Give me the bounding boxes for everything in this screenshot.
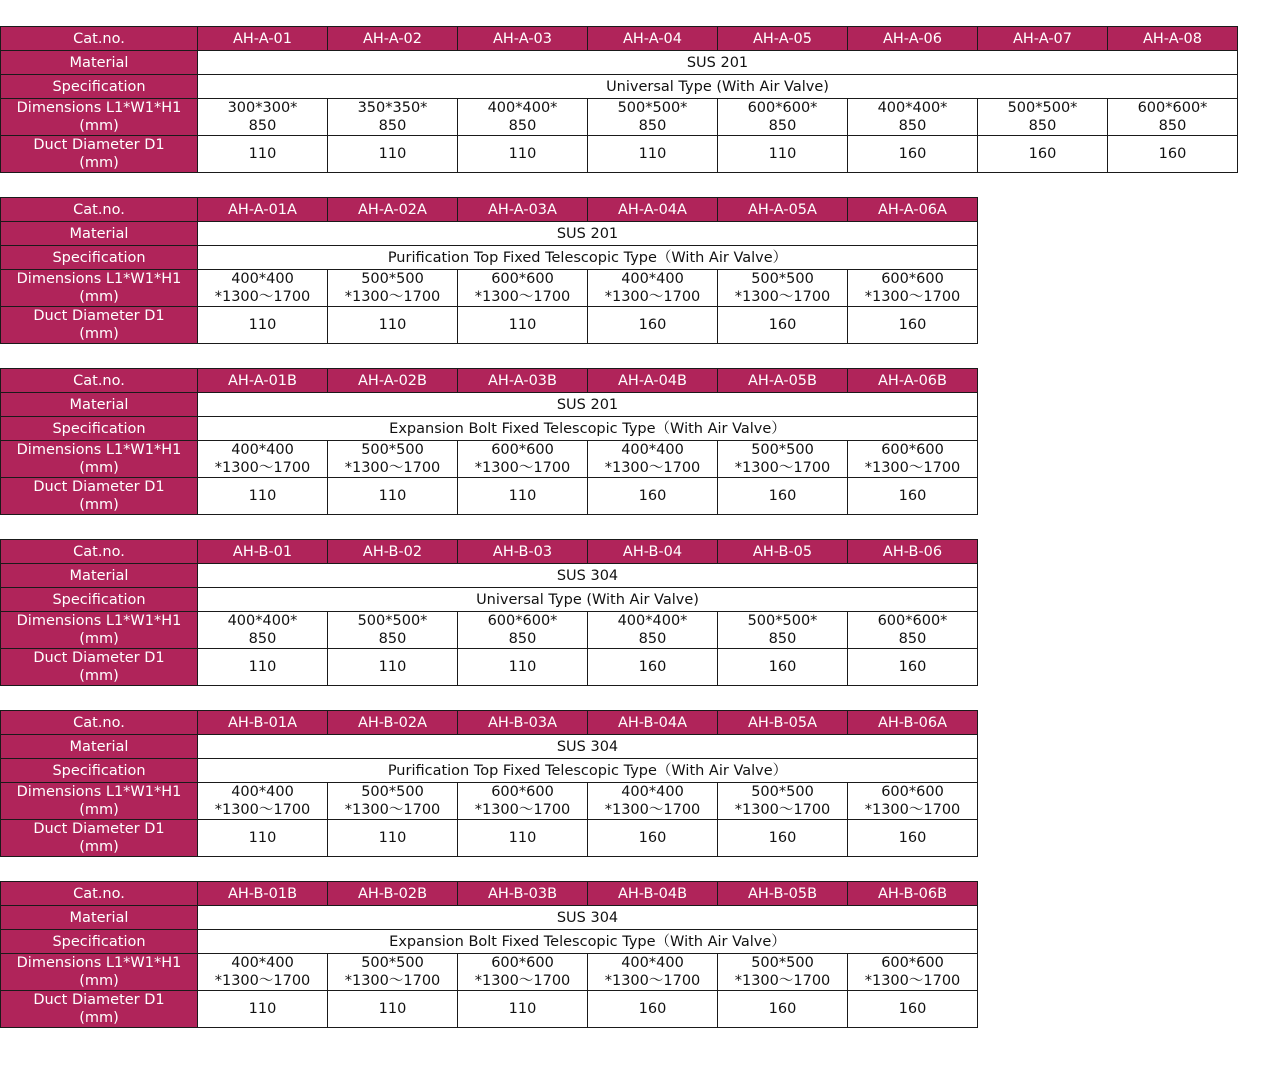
dimensions-line2: 850 xyxy=(898,118,927,134)
duct-diameter-cell: 110 xyxy=(718,136,848,173)
material-label: Material xyxy=(1,51,198,75)
duct-diameter-cell: 110 xyxy=(328,136,458,173)
dimensions-cell xyxy=(848,612,978,649)
dimensions-line2: *1300～1700 xyxy=(604,802,701,818)
dimensions-line1: 500*500 xyxy=(361,271,424,287)
cat-number: AH-B-06B xyxy=(848,882,978,906)
dimensions-line1: 500*500 xyxy=(361,784,424,800)
dimensions-line1: 350*350* xyxy=(357,100,428,116)
material-value: SUS 201 xyxy=(198,51,1238,75)
dimensions-line1: 500*500* xyxy=(1007,100,1078,116)
dimensions-line1: 500*500* xyxy=(617,100,688,116)
specification-label: Specification xyxy=(1,246,198,270)
cat-number: AH-A-06 xyxy=(848,27,978,51)
dimensions-label xyxy=(1,270,198,307)
duct-diameter-cell: 110 xyxy=(328,649,458,686)
specification-label: Specification xyxy=(1,759,198,783)
dimensions-cell xyxy=(588,270,718,307)
dimensions-row xyxy=(1,612,978,649)
duct-diameter-cell: 160 xyxy=(718,649,848,686)
dimensions-label-line1: Dimensions L1*W1*H1 xyxy=(16,613,182,629)
material-value: SUS 304 xyxy=(198,735,978,759)
duct-row xyxy=(1,136,1238,173)
duct-diameter-cell: 160 xyxy=(848,478,978,515)
cat-number: AH-A-02A xyxy=(328,198,458,222)
cat-number: AH-B-06 xyxy=(848,540,978,564)
dimensions-cell xyxy=(328,99,458,136)
dimensions-line1: 600*600 xyxy=(491,442,554,458)
material-label: Material xyxy=(1,393,198,417)
dimensions-line2: *1300～1700 xyxy=(734,289,831,305)
material-row xyxy=(1,51,1238,75)
duct-diameter-cell: 160 xyxy=(718,478,848,515)
specification-row xyxy=(1,246,978,270)
dimensions-line2: 850 xyxy=(248,631,277,647)
dimensions-line1: 400*400 xyxy=(231,442,294,458)
cat-number: AH-A-02B xyxy=(328,369,458,393)
duct-diameter-cell: 110 xyxy=(198,820,328,857)
duct-diameter-cell: 110 xyxy=(328,307,458,344)
cat-number: AH-A-03B xyxy=(458,369,588,393)
material-row xyxy=(1,564,978,588)
dimensions-label xyxy=(1,954,198,991)
cat-label: Cat.no. xyxy=(1,882,198,906)
dimensions-line1: 400*400 xyxy=(231,784,294,800)
duct-diameter-cell: 110 xyxy=(198,991,328,1028)
spec-table xyxy=(0,539,978,686)
dimensions-cell xyxy=(458,99,588,136)
duct-label-line2: (mm) xyxy=(79,1010,119,1026)
specification-value: Expansion Bolt Fixed Telescopic Type（With Air Valve） xyxy=(198,930,978,954)
cat-number: AH-A-04 xyxy=(588,27,718,51)
duct-label-line2: (mm) xyxy=(79,668,119,684)
dimensions-line1: 600*600 xyxy=(881,442,944,458)
dimensions-cell xyxy=(198,783,328,820)
duct-label-line1: Duct Diameter D1 xyxy=(33,479,165,495)
cat-number: AH-B-02A xyxy=(328,711,458,735)
cat-number: AH-A-04B xyxy=(588,369,718,393)
material-value: SUS 304 xyxy=(198,906,978,930)
duct-row xyxy=(1,991,978,1028)
dimensions-cell xyxy=(588,99,718,136)
dimensions-line2: 850 xyxy=(508,631,537,647)
dimensions-cell xyxy=(588,612,718,649)
dimensions-line2: *1300～1700 xyxy=(734,973,831,989)
duct-diameter-cell: 110 xyxy=(458,307,588,344)
cat-number: AH-B-01 xyxy=(198,540,328,564)
dimensions-cell xyxy=(458,612,588,649)
specification-value: Universal Type (With Air Valve) xyxy=(198,75,1238,99)
dimensions-cell xyxy=(458,783,588,820)
dimensions-line2: 850 xyxy=(378,118,407,134)
material-row xyxy=(1,222,978,246)
dimensions-line1: 600*600* xyxy=(487,613,558,629)
dimensions-label xyxy=(1,612,198,649)
duct-diameter-cell: 110 xyxy=(198,307,328,344)
cat-row xyxy=(1,369,978,393)
dimensions-label xyxy=(1,783,198,820)
cat-number: AH-B-04 xyxy=(588,540,718,564)
dimensions-cell xyxy=(1108,99,1238,136)
dimensions-line1: 400*400 xyxy=(621,784,684,800)
duct-label-line1: Duct Diameter D1 xyxy=(33,821,165,837)
duct-label-line1: Duct Diameter D1 xyxy=(33,650,165,666)
duct-label-line2: (mm) xyxy=(79,155,119,171)
dimensions-line2: *1300～1700 xyxy=(474,289,571,305)
cat-number: AH-B-05 xyxy=(718,540,848,564)
dimensions-line1: 600*600 xyxy=(881,955,944,971)
cat-number: AH-B-04A xyxy=(588,711,718,735)
duct-diameter-cell: 160 xyxy=(848,991,978,1028)
cat-number: AH-B-01A xyxy=(198,711,328,735)
dimensions-line1: 500*500* xyxy=(357,613,428,629)
cat-number: AH-A-08 xyxy=(1108,27,1238,51)
dimensions-line2: *1300～1700 xyxy=(864,289,961,305)
duct-diameter-cell: 160 xyxy=(718,307,848,344)
duct-label xyxy=(1,991,198,1028)
dimensions-cell xyxy=(588,783,718,820)
cat-number: AH-A-04A xyxy=(588,198,718,222)
dimensions-cell xyxy=(198,954,328,991)
dimensions-line1: 600*600 xyxy=(491,271,554,287)
duct-diameter-cell: 110 xyxy=(328,478,458,515)
dimensions-cell xyxy=(588,954,718,991)
dimensions-label-line2: (mm) xyxy=(79,802,119,818)
cat-number: AH-B-01B xyxy=(198,882,328,906)
dimensions-cell xyxy=(328,441,458,478)
material-label: Material xyxy=(1,222,198,246)
duct-label xyxy=(1,478,198,515)
dimensions-label-line1: Dimensions L1*W1*H1 xyxy=(16,100,182,116)
duct-row xyxy=(1,478,978,515)
dimensions-cell xyxy=(328,954,458,991)
spec-table xyxy=(0,26,1238,173)
dimensions-label-line2: (mm) xyxy=(79,118,119,134)
dimensions-cell xyxy=(718,99,848,136)
material-row xyxy=(1,735,978,759)
duct-diameter-cell: 160 xyxy=(588,991,718,1028)
duct-diameter-cell: 110 xyxy=(328,991,458,1028)
dimensions-line2: 850 xyxy=(508,118,537,134)
dimensions-row xyxy=(1,441,978,478)
dimensions-label-line1: Dimensions L1*W1*H1 xyxy=(16,271,182,287)
dimensions-line2: *1300～1700 xyxy=(344,289,441,305)
dimensions-cell xyxy=(328,270,458,307)
cat-label: Cat.no. xyxy=(1,198,198,222)
specification-row xyxy=(1,759,978,783)
dimensions-line1: 400*400* xyxy=(227,613,298,629)
duct-diameter-cell: 160 xyxy=(588,307,718,344)
specification-label: Specification xyxy=(1,417,198,441)
duct-diameter-cell: 160 xyxy=(1108,136,1238,173)
specification-row xyxy=(1,75,1238,99)
spec-table xyxy=(0,710,978,857)
dimensions-cell xyxy=(198,612,328,649)
cat-label: Cat.no. xyxy=(1,540,198,564)
cat-row xyxy=(1,540,978,564)
material-row xyxy=(1,906,978,930)
spec-table xyxy=(0,368,978,515)
dimensions-cell xyxy=(718,954,848,991)
dimensions-line2: 850 xyxy=(638,118,667,134)
dimensions-line2: *1300～1700 xyxy=(864,460,961,476)
dimensions-line1: 500*500 xyxy=(751,955,814,971)
dimensions-line1: 500*500 xyxy=(751,784,814,800)
dimensions-line1: 400*400* xyxy=(877,100,948,116)
cat-number: AH-A-05A xyxy=(718,198,848,222)
dimensions-line1: 500*500 xyxy=(751,271,814,287)
dimensions-label-line2: (mm) xyxy=(79,973,119,989)
dimensions-line2: *1300～1700 xyxy=(344,973,441,989)
cat-label: Cat.no. xyxy=(1,711,198,735)
cat-number: AH-A-06B xyxy=(848,369,978,393)
duct-diameter-cell: 160 xyxy=(848,820,978,857)
dimensions-line2: 850 xyxy=(1028,118,1057,134)
cat-number: AH-A-05B xyxy=(718,369,848,393)
duct-label-line1: Duct Diameter D1 xyxy=(33,137,165,153)
duct-label-line1: Duct Diameter D1 xyxy=(33,992,165,1008)
specification-row xyxy=(1,417,978,441)
material-label: Material xyxy=(1,735,198,759)
cat-number: AH-B-04B xyxy=(588,882,718,906)
duct-diameter-cell: 160 xyxy=(718,820,848,857)
cat-number: AH-A-01 xyxy=(198,27,328,51)
dimensions-line1: 600*600 xyxy=(881,271,944,287)
specification-value: Purification Top Fixed Telescopic Type（With Air Valve） xyxy=(198,246,978,270)
duct-diameter-cell: 110 xyxy=(588,136,718,173)
dimensions-line1: 500*500 xyxy=(361,955,424,971)
specification-label: Specification xyxy=(1,75,198,99)
material-label: Material xyxy=(1,906,198,930)
duct-diameter-cell: 110 xyxy=(458,991,588,1028)
material-value: SUS 201 xyxy=(198,393,978,417)
dimensions-label xyxy=(1,99,198,136)
duct-label-line1: Duct Diameter D1 xyxy=(33,308,165,324)
dimensions-cell xyxy=(848,441,978,478)
dimensions-label-line1: Dimensions L1*W1*H1 xyxy=(16,784,182,800)
dimensions-line1: 600*600 xyxy=(491,955,554,971)
duct-diameter-cell: 110 xyxy=(198,478,328,515)
duct-label-line2: (mm) xyxy=(79,839,119,855)
dimensions-row xyxy=(1,99,1238,136)
duct-label xyxy=(1,649,198,686)
dimensions-line1: 300*300* xyxy=(227,100,298,116)
dimensions-line1: 600*600 xyxy=(881,784,944,800)
duct-diameter-cell: 160 xyxy=(848,307,978,344)
duct-label xyxy=(1,136,198,173)
dimensions-line2: *1300～1700 xyxy=(864,802,961,818)
cat-row xyxy=(1,711,978,735)
duct-label xyxy=(1,820,198,857)
dimensions-cell xyxy=(718,270,848,307)
dimensions-label-line1: Dimensions L1*W1*H1 xyxy=(16,442,182,458)
dimensions-line2: *1300～1700 xyxy=(604,460,701,476)
dimensions-line2: *1300～1700 xyxy=(344,802,441,818)
material-value: SUS 304 xyxy=(198,564,978,588)
dimensions-line1: 500*500 xyxy=(361,442,424,458)
duct-diameter-cell: 110 xyxy=(458,478,588,515)
cat-number: AH-A-07 xyxy=(978,27,1108,51)
dimensions-line2: 850 xyxy=(1158,118,1187,134)
duct-diameter-cell: 160 xyxy=(978,136,1108,173)
dimensions-line1: 400*400 xyxy=(621,955,684,971)
specification-label: Specification xyxy=(1,930,198,954)
dimensions-line1: 400*400* xyxy=(617,613,688,629)
specification-row xyxy=(1,930,978,954)
specification-value: Expansion Bolt Fixed Telescopic Type（With Air Valve） xyxy=(198,417,978,441)
dimensions-cell xyxy=(718,441,848,478)
specification-label: Specification xyxy=(1,588,198,612)
duct-label-line2: (mm) xyxy=(79,326,119,342)
dimensions-label xyxy=(1,441,198,478)
dimensions-line2: *1300～1700 xyxy=(474,802,571,818)
dimensions-cell xyxy=(848,99,978,136)
dimensions-cell xyxy=(458,441,588,478)
duct-row xyxy=(1,307,978,344)
spec-table xyxy=(0,197,978,344)
duct-diameter-cell: 110 xyxy=(458,649,588,686)
dimensions-line2: 850 xyxy=(768,118,797,134)
dimensions-line2: 850 xyxy=(638,631,667,647)
cat-row xyxy=(1,27,1238,51)
cat-number: AH-B-02B xyxy=(328,882,458,906)
cat-label: Cat.no. xyxy=(1,27,198,51)
dimensions-line2: 850 xyxy=(898,631,927,647)
dimensions-cell xyxy=(848,270,978,307)
cat-row xyxy=(1,198,978,222)
cat-number: AH-A-01A xyxy=(198,198,328,222)
dimensions-line2: *1300～1700 xyxy=(214,802,311,818)
cat-number: AH-A-05 xyxy=(718,27,848,51)
duct-diameter-cell: 160 xyxy=(848,136,978,173)
specification-value: Purification Top Fixed Telescopic Type（With Air Valve） xyxy=(198,759,978,783)
specification-value: Universal Type (With Air Valve) xyxy=(198,588,978,612)
dimensions-line1: 500*500* xyxy=(747,613,818,629)
dimensions-label-line1: Dimensions L1*W1*H1 xyxy=(16,955,182,971)
cat-number: AH-A-06A xyxy=(848,198,978,222)
dimensions-line1: 400*400 xyxy=(621,271,684,287)
dimensions-line2: *1300～1700 xyxy=(604,973,701,989)
dimensions-line1: 600*600* xyxy=(877,613,948,629)
cat-number: AH-A-03A xyxy=(458,198,588,222)
cat-number: AH-A-01B xyxy=(198,369,328,393)
dimensions-line1: 400*400* xyxy=(487,100,558,116)
dimensions-line2: *1300～1700 xyxy=(474,973,571,989)
duct-diameter-cell: 110 xyxy=(458,136,588,173)
dimensions-cell xyxy=(198,99,328,136)
specification-row xyxy=(1,588,978,612)
cat-number: AH-B-03A xyxy=(458,711,588,735)
cat-number: AH-B-05B xyxy=(718,882,848,906)
duct-diameter-cell: 160 xyxy=(588,478,718,515)
cat-number: AH-B-03B xyxy=(458,882,588,906)
dimensions-line2: *1300～1700 xyxy=(214,289,311,305)
dimensions-line1: 400*400 xyxy=(621,442,684,458)
dimensions-label-line2: (mm) xyxy=(79,460,119,476)
duct-diameter-cell: 160 xyxy=(848,649,978,686)
cat-number: AH-B-03 xyxy=(458,540,588,564)
dimensions-line2: 850 xyxy=(768,631,797,647)
dimensions-label-line2: (mm) xyxy=(79,631,119,647)
dimensions-line2: *1300～1700 xyxy=(734,802,831,818)
duct-diameter-cell: 110 xyxy=(198,649,328,686)
dimensions-cell xyxy=(458,270,588,307)
material-row xyxy=(1,393,978,417)
dimensions-line2: 850 xyxy=(248,118,277,134)
cat-row xyxy=(1,882,978,906)
duct-diameter-cell: 110 xyxy=(328,820,458,857)
dimensions-row xyxy=(1,954,978,991)
dimensions-line2: *1300～1700 xyxy=(214,460,311,476)
dimensions-cell xyxy=(718,783,848,820)
dimensions-cell xyxy=(458,954,588,991)
material-label: Material xyxy=(1,564,198,588)
dimensions-line2: *1300～1700 xyxy=(734,460,831,476)
material-value: SUS 201 xyxy=(198,222,978,246)
duct-row xyxy=(1,820,978,857)
dimensions-cell xyxy=(978,99,1108,136)
cat-number: AH-A-03 xyxy=(458,27,588,51)
dimensions-line2: 850 xyxy=(378,631,407,647)
dimensions-line1: 500*500 xyxy=(751,442,814,458)
dimensions-line2: *1300～1700 xyxy=(214,973,311,989)
dimensions-row xyxy=(1,783,978,820)
dimensions-cell xyxy=(718,612,848,649)
dimensions-cell xyxy=(328,783,458,820)
duct-label xyxy=(1,307,198,344)
dimensions-row xyxy=(1,270,978,307)
cat-number: AH-B-06A xyxy=(848,711,978,735)
cat-number: AH-A-02 xyxy=(328,27,458,51)
duct-diameter-cell: 110 xyxy=(458,820,588,857)
dimensions-line1: 600*600* xyxy=(747,100,818,116)
dimensions-cell xyxy=(588,441,718,478)
dimensions-line2: *1300～1700 xyxy=(864,973,961,989)
dimensions-line1: 600*600* xyxy=(1137,100,1208,116)
dimensions-line1: 600*600 xyxy=(491,784,554,800)
duct-row xyxy=(1,649,978,686)
duct-diameter-cell: 160 xyxy=(588,820,718,857)
dimensions-cell xyxy=(328,612,458,649)
dimensions-label-line2: (mm) xyxy=(79,289,119,305)
dimensions-line2: *1300～1700 xyxy=(604,289,701,305)
dimensions-cell xyxy=(198,270,328,307)
dimensions-cell xyxy=(848,954,978,991)
dimensions-line2: *1300～1700 xyxy=(344,460,441,476)
dimensions-line1: 400*400 xyxy=(231,271,294,287)
spec-table xyxy=(0,881,978,1028)
cat-number: AH-B-02 xyxy=(328,540,458,564)
cat-number: AH-B-05A xyxy=(718,711,848,735)
duct-diameter-cell: 160 xyxy=(588,649,718,686)
dimensions-cell xyxy=(848,783,978,820)
duct-diameter-cell: 160 xyxy=(718,991,848,1028)
dimensions-line2: *1300～1700 xyxy=(474,460,571,476)
dimensions-cell xyxy=(198,441,328,478)
duct-label-line2: (mm) xyxy=(79,497,119,513)
duct-diameter-cell: 110 xyxy=(198,136,328,173)
cat-label: Cat.no. xyxy=(1,369,198,393)
dimensions-line1: 400*400 xyxy=(231,955,294,971)
